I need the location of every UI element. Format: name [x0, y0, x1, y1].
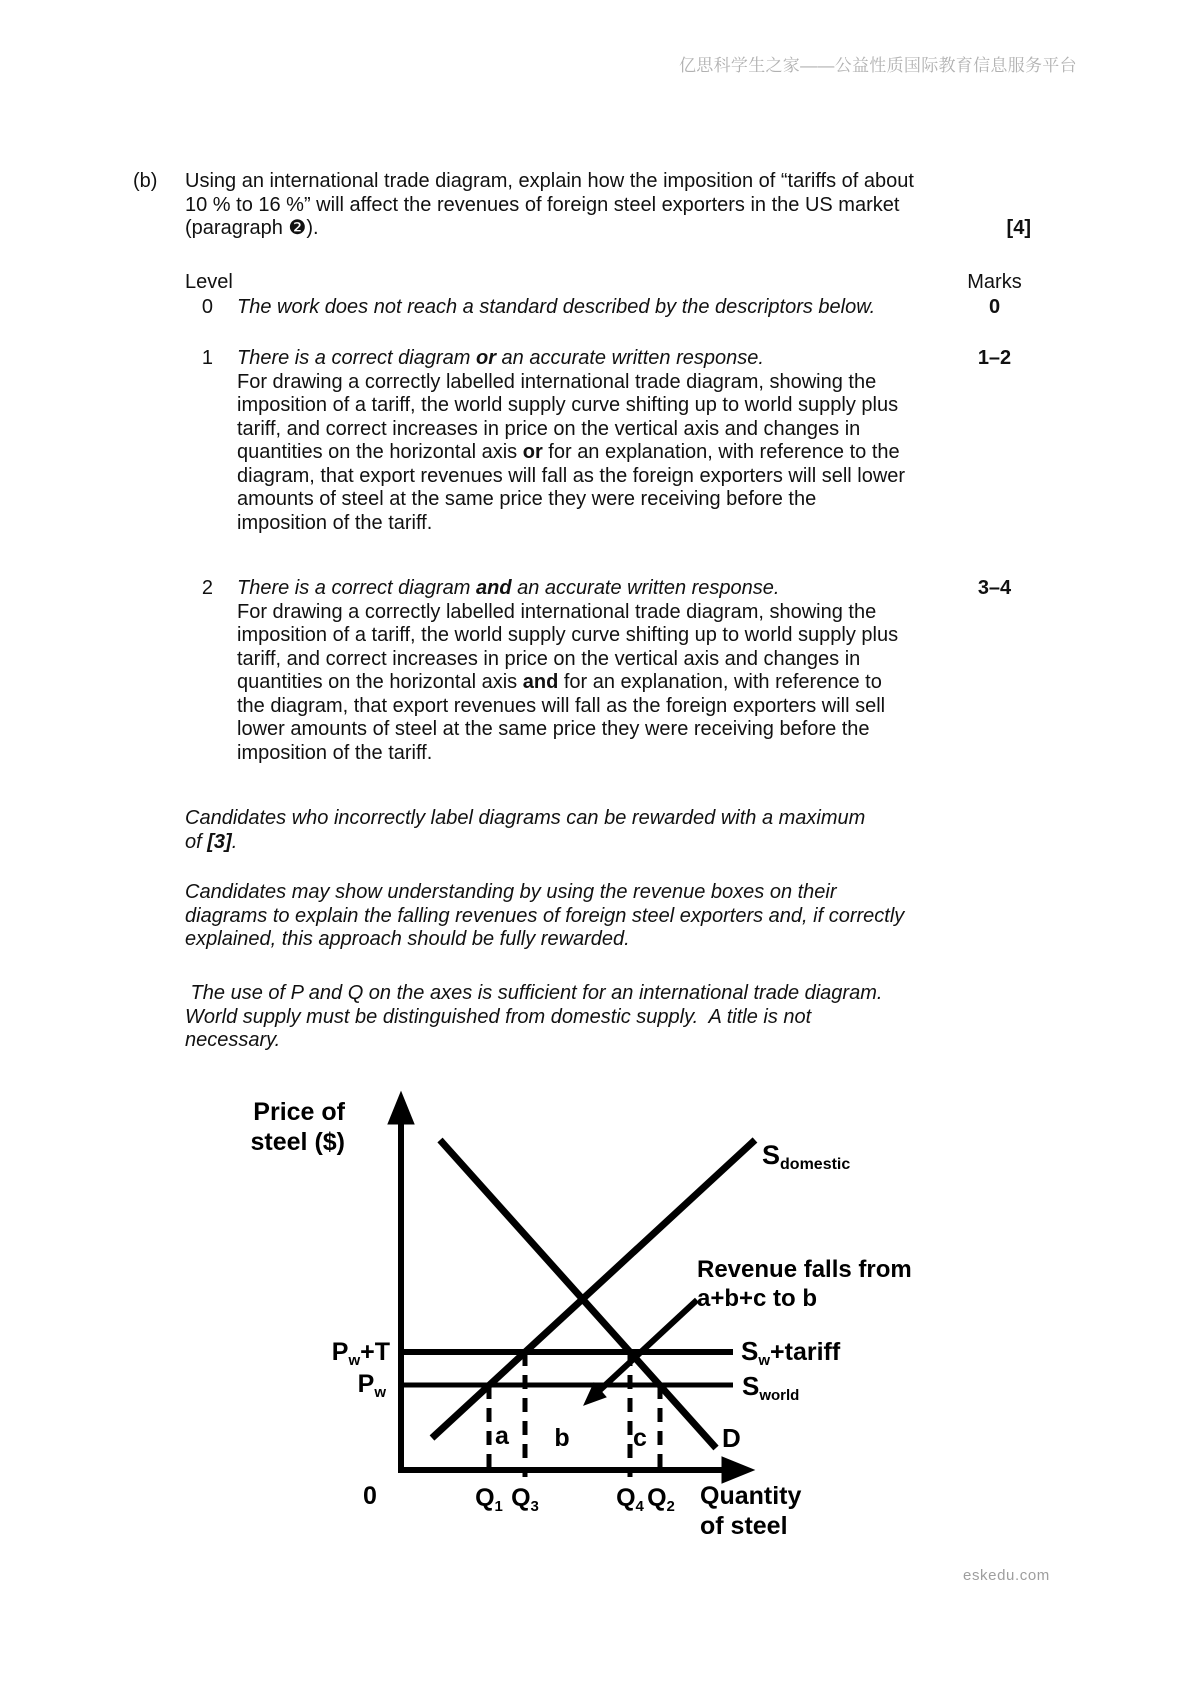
level-0-descriptor: The work does not reach a standard described by the descriptors below. — [237, 296, 876, 318]
text-segment: . — [231, 830, 238, 853]
note-line: World supply must be distinguished from domestic supply. A title is not — [185, 1005, 812, 1028]
demand-label: D — [722, 1423, 741, 1453]
text-segment: Q — [616, 1484, 636, 1512]
text-segment: There is a correct diagram — [237, 347, 476, 369]
text-segment: for an explanation, with reference to the — [542, 441, 900, 463]
question-line-3: (paragraph ❷). — [185, 217, 319, 239]
q1-label — [475, 1484, 503, 1515]
text-segment: +T — [360, 1338, 390, 1366]
level-1-marks: 1–2 — [977, 347, 1012, 369]
text-segment: of — [185, 830, 208, 853]
text-segment-bold: and — [475, 577, 512, 599]
level-0-number: 0 — [201, 296, 213, 318]
text-segment: quantities on the horizontal axis — [237, 671, 523, 693]
subscript: 4 — [635, 1498, 644, 1515]
text-segment: quantities on the horizontal axis — [237, 441, 523, 463]
note-line: necessary. — [185, 1029, 281, 1051]
text-segment: P — [331, 1338, 349, 1366]
level-1-descriptor — [237, 347, 905, 535]
text-segment: Q — [475, 1484, 495, 1512]
text-segment: +tariff — [770, 1338, 841, 1366]
marks-header: Marks — [967, 271, 1022, 293]
level-1-body-line: imposition of a tariff, the world supply curve shifting up to world supply plus — [237, 394, 899, 416]
area-b-label: b — [554, 1424, 570, 1452]
text-segment-bold: or — [475, 347, 496, 369]
level-2-body-line: tariff, and correct increases in price on the vertical axis and changes in — [237, 647, 861, 670]
subscript: 3 — [530, 1498, 539, 1515]
text-segment: Q — [511, 1484, 531, 1512]
origin-label: 0 — [363, 1482, 377, 1510]
note-line — [185, 831, 865, 855]
level-2-body-line: imposition of a tariff, the world supply curve shifting up to world supply plus — [237, 624, 899, 646]
level-2-descriptor — [237, 577, 898, 765]
subscript: w — [758, 1352, 771, 1369]
q2-label — [647, 1484, 675, 1515]
sw-plus-tariff-label — [741, 1336, 841, 1369]
question-text — [185, 170, 914, 241]
bottom-watermark: eskedu.com — [963, 1567, 1050, 1584]
text-segment-bold: [3] — [207, 830, 232, 853]
annotation-line-1: Revenue falls from — [697, 1256, 912, 1283]
note-axes-labels — [185, 982, 882, 1053]
level-1-body-line: amounts of steel at the same price they were receiving before the — [237, 488, 817, 510]
level-1-number: 1 — [201, 347, 213, 369]
text-segment: S — [741, 1336, 759, 1366]
note-line: explained, this approach should be fully rewarded. — [185, 928, 630, 950]
note-incorrect-labels — [185, 807, 865, 854]
subscript: w — [374, 1384, 386, 1401]
q4-label — [616, 1484, 644, 1515]
x-axis-title-line-1: Quantity — [700, 1482, 802, 1510]
pw-plus-t-label — [332, 1338, 390, 1369]
level-2-body-line: the diagram, that export revenues will fall as the foreign exporters will sell — [237, 694, 886, 717]
level-1-body-line: tariff, and correct increases in price on the vertical axis and changes in — [237, 417, 861, 440]
s-world-label — [742, 1371, 799, 1404]
level-header: Level — [185, 271, 233, 293]
level-1-body-line: imposition of the tariff. — [237, 511, 433, 534]
note-line: Candidates may show understanding by using the revenue boxes on their — [185, 881, 837, 903]
text-segment: an accurate written response. — [495, 347, 764, 369]
text-segment: S — [762, 1140, 781, 1170]
text-segment: S — [742, 1371, 760, 1401]
s-domestic-label — [762, 1140, 850, 1173]
note-revenue-boxes — [185, 881, 904, 952]
text-segment-bold: and — [522, 671, 559, 693]
text-segment: P — [357, 1370, 375, 1398]
note-line: diagrams to explain the falling revenues of foreign steel exporters and, if correctly — [185, 904, 905, 927]
level-2-body-line: lower amounts of steel at the same price they were receiving before the — [237, 718, 870, 740]
level-1-body-line: For drawing a correctly labelled international trade diagram, showing the — [237, 370, 877, 393]
level-1-body-line: diagram, that export revenues will fall as the foreign exporters will sell lower — [237, 464, 906, 487]
text-segment: Q — [647, 1484, 667, 1512]
level-1-body-line — [237, 441, 905, 465]
demand-curve — [440, 1140, 716, 1448]
subscript: 2 — [666, 1498, 675, 1515]
pw-label — [358, 1370, 387, 1401]
area-a-label: a — [495, 1422, 509, 1450]
note-line: Candidates who incorrectly label diagrams can be rewarded with a maximum — [185, 807, 866, 829]
y-axis-arrowhead — [388, 1092, 414, 1124]
note-line: The use of P and Q on the axes is sufficient for an international trade diagram. — [185, 982, 883, 1004]
level-0-marks: 0 — [988, 296, 1001, 318]
subscript: w — [348, 1352, 361, 1369]
level-2-body-line: For drawing a correctly labelled international trade diagram, showing the — [237, 600, 877, 623]
level-2-body-line — [237, 671, 898, 695]
subscript: 1 — [494, 1498, 503, 1515]
q3-label — [511, 1484, 539, 1515]
question-label: (b) — [133, 170, 158, 192]
y-axis-title-line-2: steel ($) — [250, 1128, 345, 1156]
x-axis-title-line-2: of steel — [700, 1512, 788, 1540]
level-2-marks: 3–4 — [977, 577, 1012, 599]
level-2-number: 2 — [201, 577, 213, 599]
text-segment: for an explanation, with reference to — [558, 671, 882, 693]
level-2-body-line: imposition of the tariff. — [237, 741, 433, 764]
annotation-line-2: a+b+c to b — [697, 1285, 818, 1312]
top-watermark: 亿思科学生之家——公益性质国际教育信息服务平台 — [679, 56, 1077, 75]
text-segment-bold: or — [522, 441, 543, 463]
level-1-title — [237, 347, 905, 371]
text-segment: an accurate written response. — [511, 577, 780, 599]
question-line-1: Using an international trade diagram, explain how the imposition of “tariffs of about — [185, 170, 914, 192]
subscript: domestic — [780, 1156, 851, 1173]
level-2-title — [237, 577, 898, 601]
area-c-label: c — [633, 1424, 647, 1452]
trade-diagram — [230, 1080, 1080, 1545]
text-segment: There is a correct diagram — [237, 577, 476, 599]
y-axis-title-line-1: Price of — [253, 1098, 345, 1126]
x-axis-arrowhead — [722, 1457, 754, 1483]
question-line-2: 10 % to 16 %” will affect the revenues of foreign steel exporters in the US market — [185, 193, 900, 216]
subscript: world — [759, 1387, 800, 1404]
question-marks: [4] — [1006, 217, 1031, 239]
